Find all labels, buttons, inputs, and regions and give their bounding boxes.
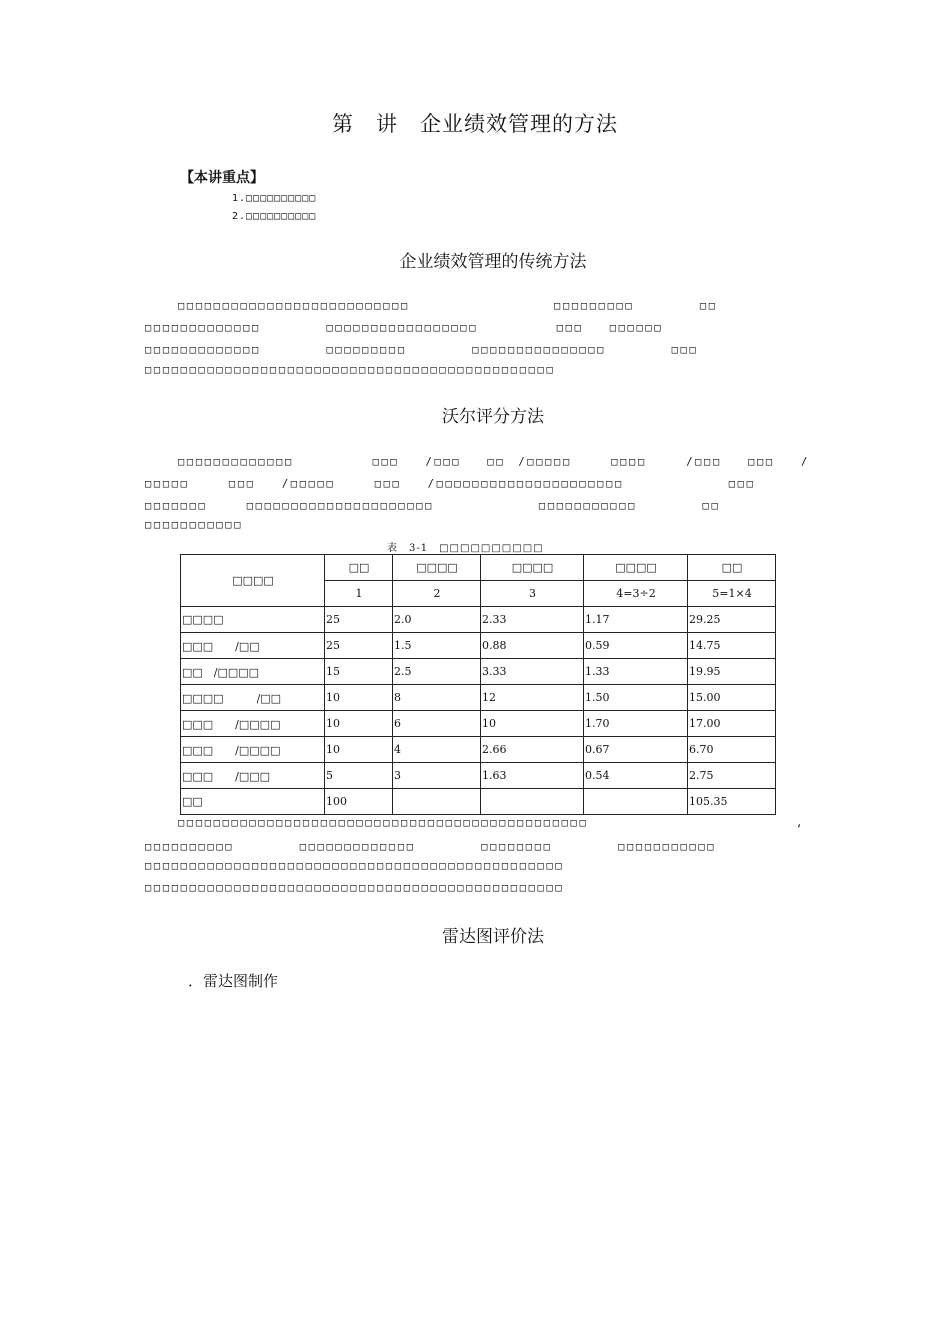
section-heading-radar: 雷达图评价法 [442,927,544,947]
table-row [181,607,776,633]
table-cell: 0.59 [584,633,688,659]
paragraph-line: □□□□□□□□□□□ [145,519,244,531]
table-row [181,659,776,685]
table-cell: 12 [481,685,584,711]
table-cell: □□□ /□□ [181,633,325,659]
page-title: 第 讲 企业绩效管理的方法 [332,112,618,136]
table-cell: 10 [325,737,393,763]
section-heading-traditional: 企业绩效管理的传统方法 [399,252,587,272]
table-cell: □□□ /□□□□ [181,737,325,763]
table-header-cell: 5=1×4 [688,581,776,607]
paragraph-line: □□□□□□□□□□□□□□□□□□□□□□□□□□ □□□□□□□□□ □□ [178,300,718,312]
table-cell: 10 [325,685,393,711]
table-header-cell: □□ [688,555,776,581]
section-heading-wall: 沃尔评分方法 [442,407,544,427]
table-cell: 17.00 [688,711,776,737]
table-cell: 25 [325,633,393,659]
key-points-heading: 【本讲重点】 [180,170,264,186]
table-cell: 0.67 [584,737,688,763]
table-header-cell: □□□□ [181,555,325,607]
paragraph-line: □□□□□□□□□□ □□□□□□□□□□□□□ □□□□□□□□ □□□□□□□□□□□ [145,841,717,853]
table-cell: 10 [481,711,584,737]
table-cell: 2.0 [393,607,481,633]
table-cell: 8 [393,685,481,711]
table-cell: 1.70 [584,711,688,737]
table-cell [481,789,584,815]
table-cell: 0.54 [584,763,688,789]
table-cell: 0.88 [481,633,584,659]
table-row [181,685,776,711]
table-cell: 2.33 [481,607,584,633]
table-header-cell: □□□□ [393,555,481,581]
wall-score-table [180,554,776,815]
table-header-cell: 3 [481,581,584,607]
table-caption: 表 3-1 □□□□□□□□□□ [387,543,544,554]
table-cell: □□□□ [181,607,325,633]
table-cell: 14.75 [688,633,776,659]
table-cell: 29.25 [688,607,776,633]
table-cell: □□□ /□□□□ [181,711,325,737]
paragraph-line: □□□□□□□□□□□□□ □□□ /□□□ □□ /□□□□□ □□□□ /□□□ □□□ / [178,456,810,468]
table-cell: 5 [325,763,393,789]
table-cell: □□ /□□□□ [181,659,325,685]
paragraph-comma: , [796,817,805,829]
table-row [181,711,776,737]
table-cell: 1.5 [393,633,481,659]
table-cell: □□□ /□□□ [181,763,325,789]
table-header-cell: 1 [325,581,393,607]
table-header-cell: □□ [325,555,393,581]
table-cell: 1.17 [584,607,688,633]
table-cell: □□□□ /□□ [181,685,325,711]
table-cell: 10 [325,711,393,737]
table-cell: 15 [325,659,393,685]
table-cell: 1.63 [481,763,584,789]
table-header-cell: 2 [393,581,481,607]
paragraph-line: □□□□□□□□□□□□□□□□□□□□□□□□□□□□□□□□□□□□□□□□□□□□□□ [145,364,556,376]
key-point-item: 2.□□□□□□□□□□ [232,211,317,222]
table-row [181,789,776,815]
table-cell: 3.33 [481,659,584,685]
subsection-heading: ．雷达图制作 [188,972,279,990]
paragraph-line: □□□□□ □□□ /□□□□□ □□□ /□□□□□□□□□□□□□□□□□□□□□ □□□ [145,478,756,490]
table-cell: □□ [181,789,325,815]
table-cell: 3 [393,763,481,789]
table-cell [393,789,481,815]
table-cell: 2.66 [481,737,584,763]
table-header-row [181,555,776,581]
key-point-item: 1.□□□□□□□□□□ [232,193,317,204]
table-header-cell: □□□□ [481,555,584,581]
table-cell [584,789,688,815]
table-cell: 105.35 [688,789,776,815]
table-cell: 4 [393,737,481,763]
paragraph-line: □□□□□□□ □□□□□□□□□□□□□□□□□□□□□ □□□□□□□□□□□ □□ [145,500,721,512]
table-cell: 1.50 [584,685,688,711]
table-cell: 6 [393,711,481,737]
paragraph-line: □□□□□□□□□□□□□□□□□□□□□□□□□□□□□□□□□□□□□□□□□□□□□□□ [145,860,565,872]
table-cell: 100 [325,789,393,815]
table-cell: 25 [325,607,393,633]
table-cell: 2.75 [688,763,776,789]
paragraph-line: □□□□□□□□□□□□□□□□□□□□□□□□□□□□□□□□□□□□□□□□□□□□□□ [178,817,589,829]
paragraph-line: □□□□□□□□□□□□□ □□□□□□□□□ □□□□□□□□□□□□□□□ □□□ [145,344,699,356]
table-cell: 1.33 [584,659,688,685]
paragraph-line: □□□□□□□□□□□□□ □□□□□□□□□□□□□□□□□ □□□ □□□□□□ [145,322,664,334]
table-row [181,633,776,659]
table-cell: 2.5 [393,659,481,685]
table-row [181,737,776,763]
table-cell: 19.95 [688,659,776,685]
table-header-cell: □□□□ [584,555,688,581]
table-cell: 15.00 [688,685,776,711]
table-cell: 6.70 [688,737,776,763]
table-row [181,763,776,789]
paragraph-line: □□□□□□□□□□□□□□□□□□□□□□□□□□□□□□□□□□□□□□□□□□□□□□□ [145,882,565,894]
table-header-cell: 4=3÷2 [584,581,688,607]
